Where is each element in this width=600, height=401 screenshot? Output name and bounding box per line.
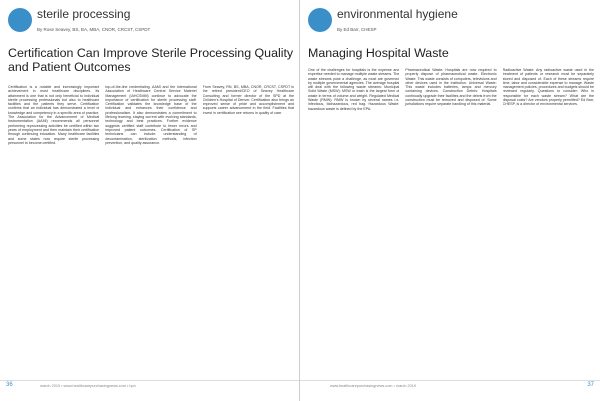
article-column: From Seavey, RN, BS, MBA, CNOR, CRCST, CSPDT is the retired president/CEO of Seavey Healthcare Consulting and former director of the SPD at the Children's Hospital of Denver. Certification also brings an improved sense of pride and accomplishment and supports career advancement in the field. Facilities that invest in certification see returns in quality of care. xyxy=(202,85,294,115)
footer-rule xyxy=(0,380,300,381)
article-column: Radioactive Waste: Any radioactive waste used in the treatment of patients or research must be separately stored and disposed of. Each of these streams require time, labor and considerable expense to manage. Waste management policies, procedures and budgets should be reviewed regularly. Questions to consider: Who is responsible for each waste stream? What are the disposal costs? Are vendors properly permitted? Ed Barr, CHESP, is a director of environmental services. xyxy=(502,68,594,107)
article-column: One of the challenges for hospitals is the expense and expertise needed to manage multiple waste streams. The waste streams pose a challenge, as most are governed by multiple governmental agencies. The average hospital will deal with the following waste streams: Municipal Solid Waste (MSW): MSW or trash is the largest form of waste in terms of volume and weight. Regulated Medical Waste (RMW): RMW is known by several names i.e. infectious, biohazardous, red bag. Hazardous Waste: hazardous waste is defined by the EPA. xyxy=(308,68,400,111)
article-headline: Certification Can Improve Sterile Processing Quality and Patient Outcomes xyxy=(8,46,294,74)
left-section-header xyxy=(8,8,150,32)
article-column: top-of-the-line credentialing. AAMI and the International Association of Healthcare Central Service Materiel Management (IAHCSMM) continue to advocate the importance of certification for sterile processing staff. Certification validates the knowledge base of the individual and enhances their confidence and professionalism. It also demonstrates a commitment to lifelong learning, staying current with evolving standards, technology and best practices. Further evidence suggests certified staff contribute to fewer errors and improved patient outcomes. Certification of SP technicians can include: understanding of decontamination, sterilization methods, infection prevention, and quality assurance. xyxy=(105,85,197,145)
page-footer: march 2019 • www.healthcarepurchasingnews.com • hpn xyxy=(40,384,136,388)
section-circle-icon xyxy=(308,8,332,32)
section-title: sterile processing xyxy=(37,7,131,21)
page-footer: www.healthcarepurchasingnews.com • march 2019 xyxy=(330,384,416,388)
byline: By Ed Barr, CHESP xyxy=(337,27,377,32)
page-number: 36 xyxy=(6,382,13,388)
section-circle-icon xyxy=(8,8,32,32)
page-number: 37 xyxy=(587,382,594,388)
article-body xyxy=(8,85,294,375)
section-title: environmental hygiene xyxy=(337,7,458,21)
article-headline: Managing Hospital Waste xyxy=(308,46,449,60)
article-body xyxy=(308,68,594,378)
byline: By Rose Seavey, BS, BA, MBA, CNOR, CRCST, CSPDT xyxy=(37,27,151,32)
footer-rule xyxy=(300,380,600,381)
article-column: Pharmaceutical Waste: Hospitals are now required to properly dispose of pharmaceutical waste. Electronic Waste: This waste consists of computers, televisions and other devices used in the institution. Universal Waste: This waste includes batteries, lamps and mercury containing devices. Construction Debris: Hospitals continually upgrade their facilities and the debris from the construction must be removed and disposed of. Some jurisdictions require separate handling of this material. xyxy=(405,68,497,107)
right-page xyxy=(300,0,600,401)
article-column: Certification is a notable and increasingly important achievement in most healthcare disciplines. Its attainment is one that is not only beneficial to individual sterile processing professionals but also to healthcare facilities and the patients they serve. Certification confirms that an individual has demonstrated a level of knowledge and competency in a specific area of practice. The Association for the Advancement of Medical Instrumentation (AAMI) recommends all personnel performing reprocessing activities be certified within two years of employment and then maintain their certification through continuing education. Many healthcare facilities and some states now require sterile processing personnel to become certified. xyxy=(8,85,100,145)
right-section-header xyxy=(308,8,458,32)
